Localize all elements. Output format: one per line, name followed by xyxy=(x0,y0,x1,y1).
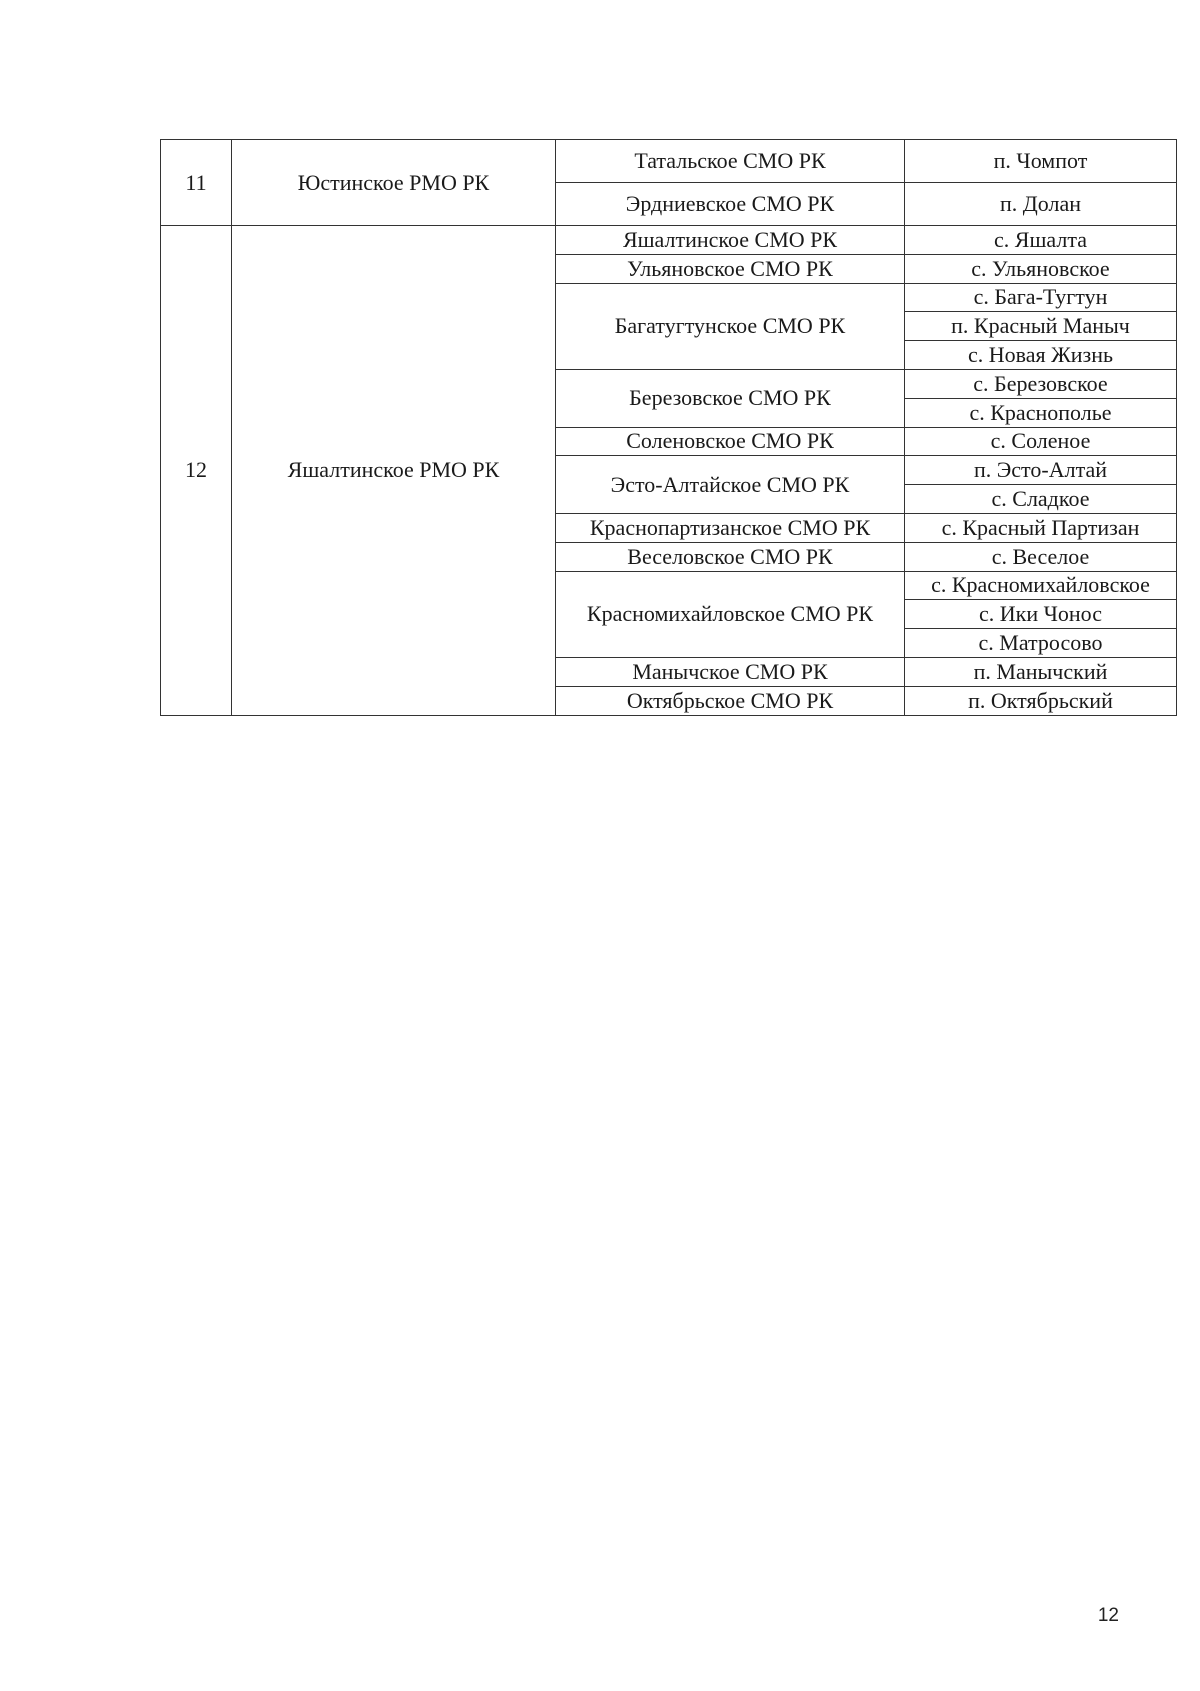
smo-cell: Татальское СМО РК xyxy=(556,140,905,183)
smo-cell: Эсто-Алтайское СМО РК xyxy=(556,456,905,514)
table-row xyxy=(161,226,1177,255)
smo-cell: Октябрьское СМО РК xyxy=(556,686,905,715)
settlement-cell: с. Ульяновское xyxy=(905,254,1177,283)
settlement-cell: с. Веселое xyxy=(905,542,1177,571)
settlement-cell: с. Яшалта xyxy=(905,226,1177,255)
smo-cell: Ульяновское СМО РК xyxy=(556,254,905,283)
settlement-cell: с. Красномихайловское xyxy=(905,571,1177,600)
smo-cell: Красномихайловское СМО РК xyxy=(556,571,905,657)
settlement-cell: с. Березовское xyxy=(905,369,1177,398)
rmo-cell: Юстинское РМО РК xyxy=(232,140,556,226)
settlement-cell: п. Манычский xyxy=(905,657,1177,686)
settlement-cell: с. Красный Партизан xyxy=(905,513,1177,542)
table-body xyxy=(161,140,1177,716)
smo-cell: Березовское СМО РК xyxy=(556,369,905,427)
table-row xyxy=(161,140,1177,183)
settlement-cell: с. Бага-Тугтун xyxy=(905,283,1177,312)
settlement-cell: с. Сладкое xyxy=(905,485,1177,514)
settlement-cell: п. Долан xyxy=(905,183,1177,226)
page-number: 12 xyxy=(1097,1605,1119,1626)
municipalities-table xyxy=(160,139,1177,716)
smo-cell: Веселовское СМО РК xyxy=(556,542,905,571)
settlement-cell: с. Ики Чонос xyxy=(905,600,1177,629)
settlement-cell: п. Эсто-Алтай xyxy=(905,456,1177,485)
settlement-cell: п. Октябрьский xyxy=(905,686,1177,715)
smo-cell: Эрдниевское СМО РК xyxy=(556,183,905,226)
settlement-cell: с. Новая Жизнь xyxy=(905,341,1177,370)
settlement-cell: с. Соленое xyxy=(905,427,1177,456)
smo-cell: Багатугтунское СМО РК xyxy=(556,283,905,369)
group-number-cell: 11 xyxy=(161,140,232,226)
smo-cell: Краснопартизанское СМО РК xyxy=(556,513,905,542)
group-number-cell: 12 xyxy=(161,226,232,716)
rmo-cell: Яшалтинское РМО РК xyxy=(232,226,556,716)
settlement-cell: п. Чомпот xyxy=(905,140,1177,183)
settlement-cell: с. Матросово xyxy=(905,629,1177,658)
settlement-cell: п. Красный Маныч xyxy=(905,312,1177,341)
smo-cell: Яшалтинское СМО РК xyxy=(556,226,905,255)
smo-cell: Соленовское СМО РК xyxy=(556,427,905,456)
smo-cell: Манычское СМО РК xyxy=(556,657,905,686)
settlement-cell: с. Краснополье xyxy=(905,398,1177,427)
